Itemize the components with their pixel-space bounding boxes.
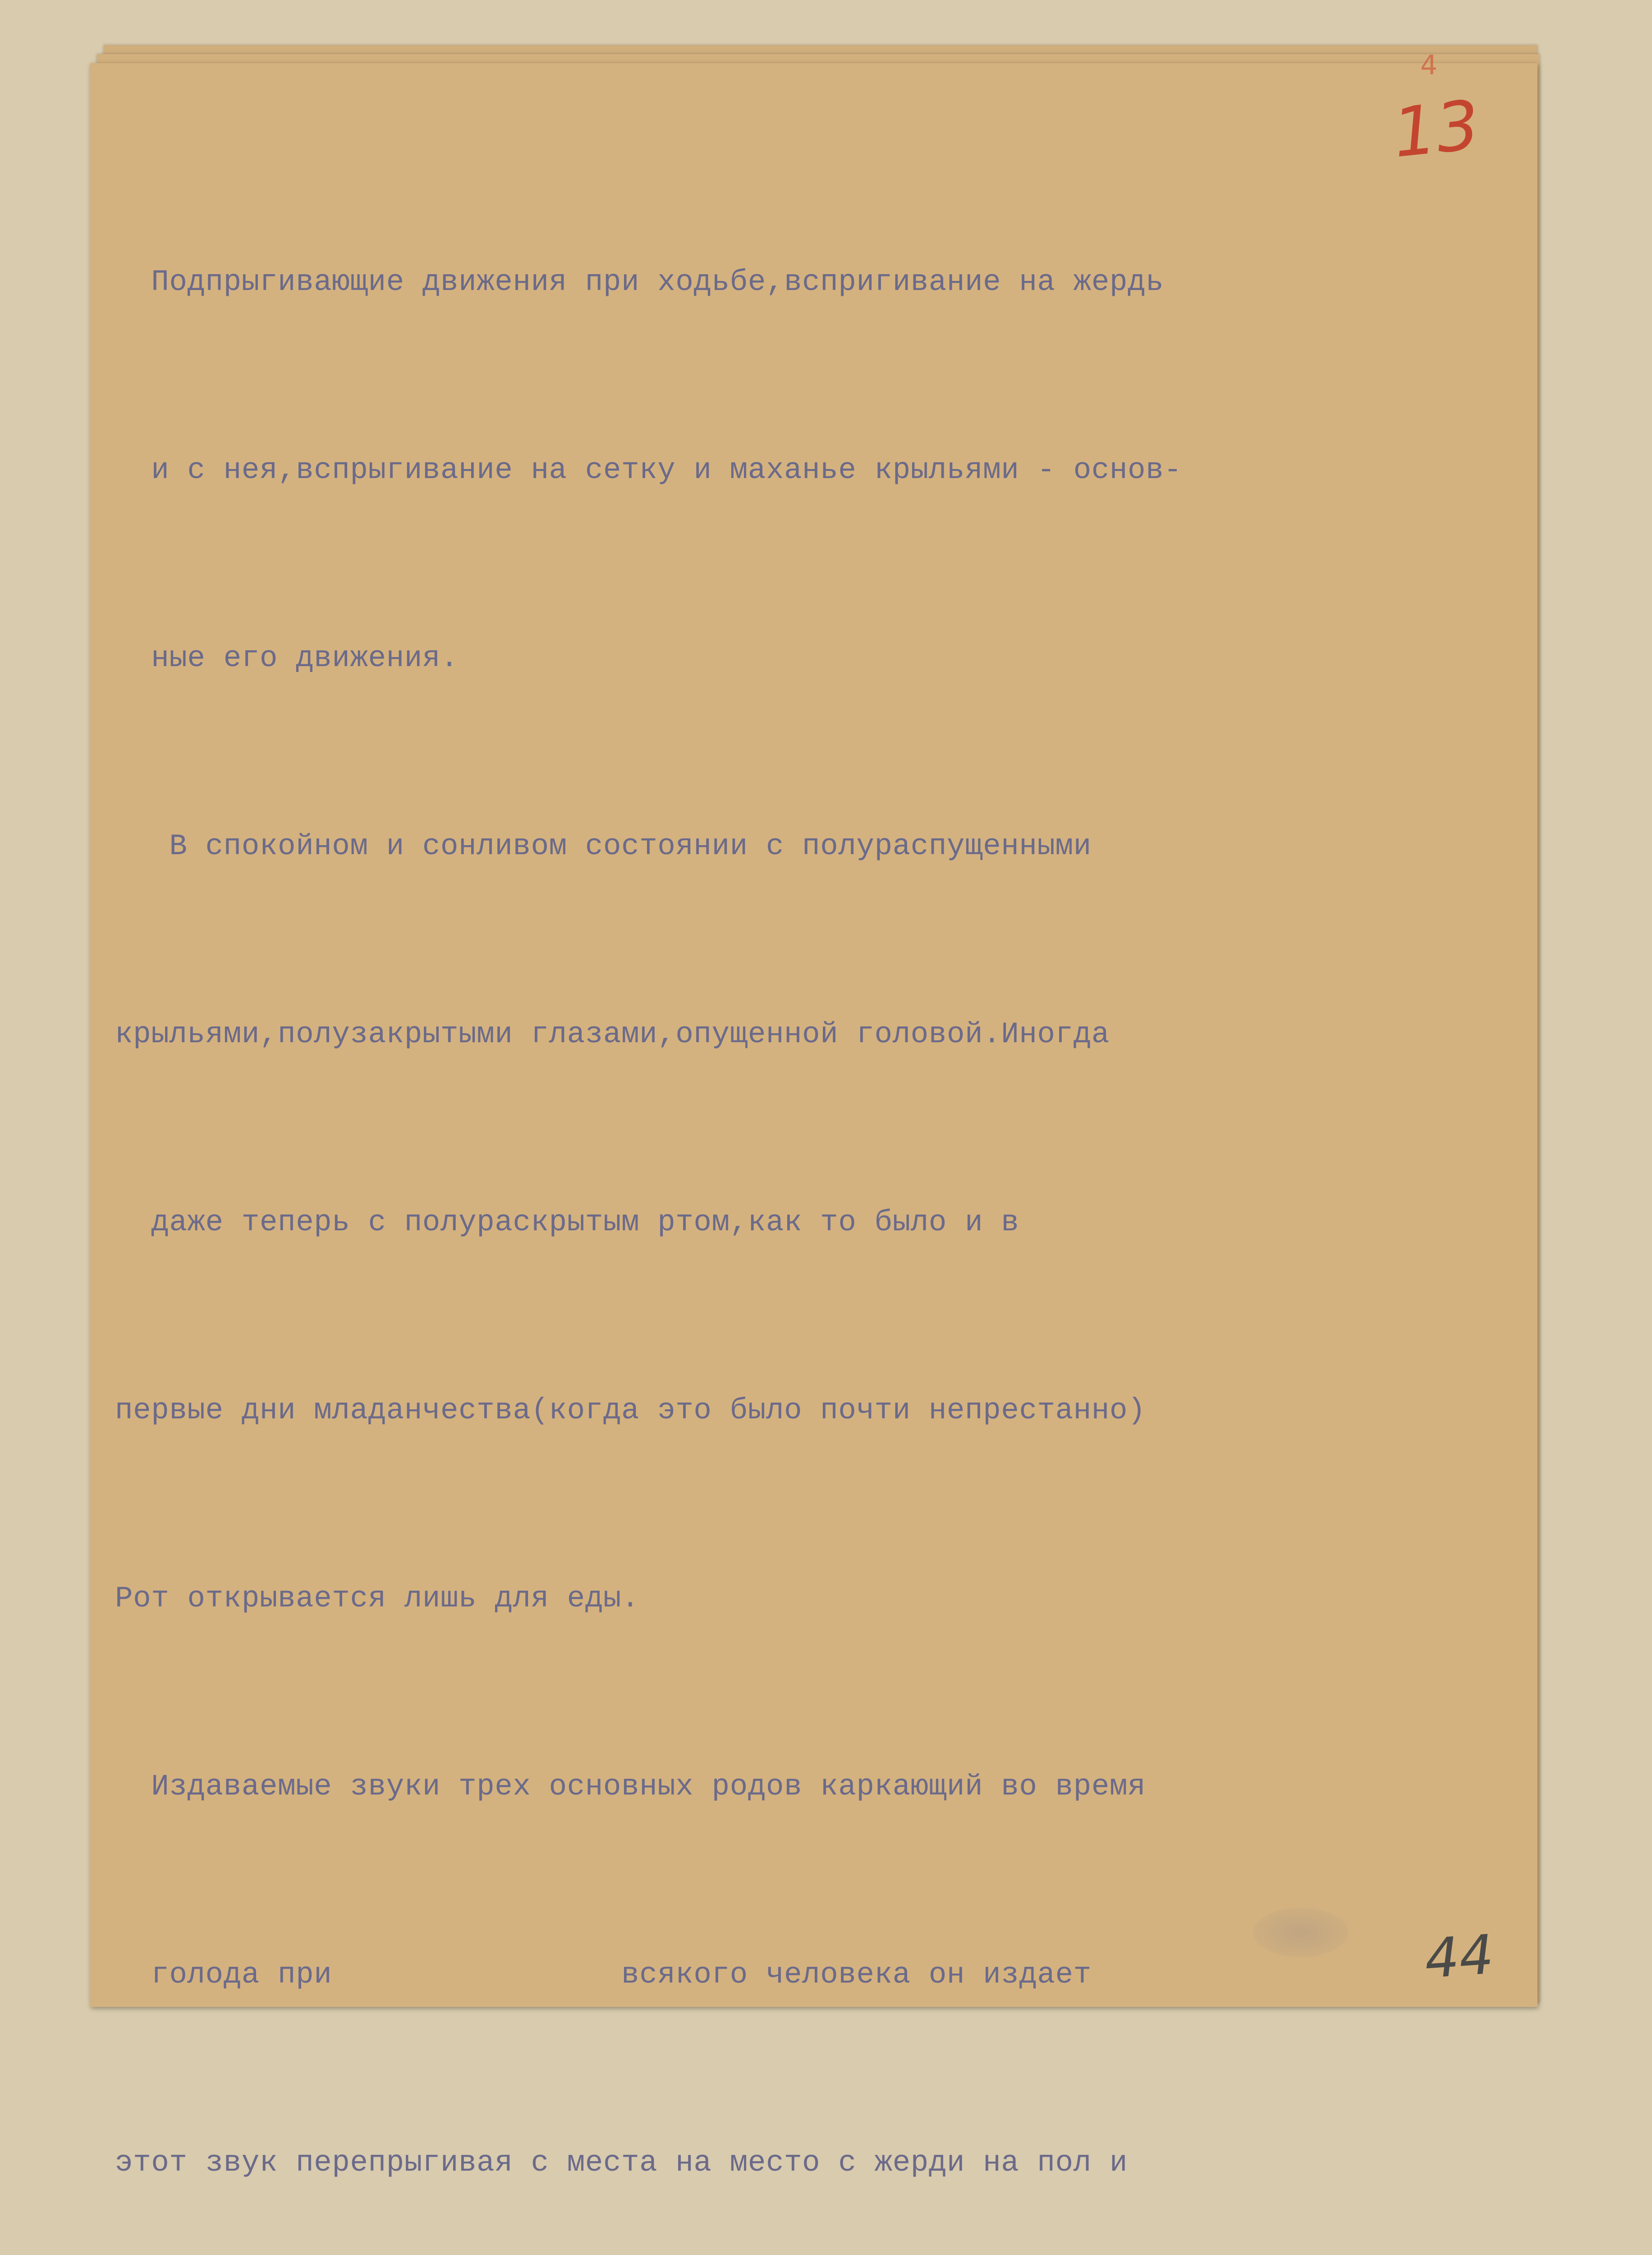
typed-text-body [115, 125, 1359, 2255]
text-line: даже теперь с полураскрытым ртом,как то было и в [115, 1206, 1019, 1239]
folio-number-faint: 4 [1420, 50, 1438, 81]
text-line: Издаваемые звуки трех основных родов каркающий во время [115, 1770, 1146, 1804]
text-line: ные его движения. [115, 641, 459, 675]
text-line: первые дни младанчества(когда это было почти непрестанно) [115, 1394, 1146, 1427]
text-line: Подпрыгивающие движения при ходьбе,вспригивание на жердь [115, 265, 1164, 299]
text-line: крыльями,полузакрытыми глазами,опущенной головой.Иногда [115, 1017, 1110, 1051]
text-line: этот звук перепрыгивая с места на место с жерди на пол и [115, 2146, 1128, 2180]
text-line: В спокойном и сонливом состоянии с полураспущенными [115, 829, 1092, 863]
text-line: голода при всякого человека он издает [115, 1958, 1092, 1992]
faded-stamp [1253, 1908, 1348, 1957]
folio-number: 13 [1389, 86, 1483, 173]
text-line: и с нея,вспрыгивание на сетку и маханье крыльями - основ- [115, 453, 1182, 487]
page-number: 44 [1423, 1923, 1496, 1991]
text-line: Рот открывается лишь для еды. [115, 1582, 640, 1615]
